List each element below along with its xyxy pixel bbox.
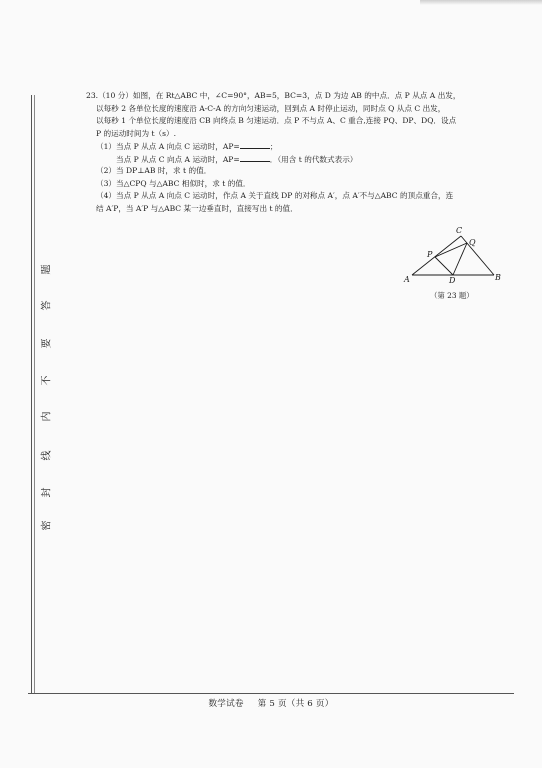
question-23 xyxy=(86,90,506,215)
label-a: A xyxy=(404,275,410,284)
seal-char: 密 xyxy=(41,520,53,531)
sub-question-1a xyxy=(86,140,506,153)
binding-line xyxy=(31,95,32,693)
side-cb xyxy=(461,236,494,275)
label-p: P xyxy=(427,250,433,259)
footer-subject: 数学试卷 xyxy=(208,699,244,709)
sub-question-3: （3）当△CPQ 与△ABC 相似时，求 t 的值． xyxy=(96,178,251,188)
figure-caption: （第 23 题） xyxy=(430,291,474,300)
bottom-rule xyxy=(28,693,514,694)
problem-line: 以每秒 1 个单位长度的速度沿 CB 向终点 B 匀速运动．点 P 不与点 A、C 重合,连接 PQ、DP、DQ．设点 xyxy=(96,116,457,125)
sub1b-text: 当点 P 从点 C 向点 A 运动时，AP= xyxy=(116,154,240,164)
sub-question-2: （2）当 DP⊥AB 时，求 t 的值． xyxy=(96,166,212,175)
label-c: C xyxy=(456,226,463,235)
triangle-figure xyxy=(398,224,506,284)
sub-question-1b xyxy=(86,153,506,166)
answer-blank[interactable] xyxy=(240,140,270,149)
seal-char: 要 xyxy=(41,338,53,349)
seal-char: 不 xyxy=(41,375,53,386)
footer-page-number: 第 5 页（共 6 页） xyxy=(257,699,334,709)
side-ac xyxy=(412,236,461,275)
problem-line: P 的运动时间为 t（s）. xyxy=(96,128,177,138)
page-footer xyxy=(0,697,542,709)
sub-question-4: （4）当点 P 从点 A 向点 C 运动时，作点 A 关于直线 DP 的对称点 A′，点 A′不与△ABC 的顶点重合，连 xyxy=(96,191,454,200)
label-d: D xyxy=(449,276,456,284)
binding-line-inner xyxy=(34,95,35,693)
seal-char: 封 xyxy=(41,487,53,498)
sub1a-end: ； xyxy=(269,142,278,151)
sub1b-end: ．（用含 t 的代数式表示） xyxy=(269,154,358,164)
seal-char: 线 xyxy=(41,450,53,461)
seal-char: 题 xyxy=(41,264,53,275)
label-q: Q xyxy=(469,238,476,247)
scan-shadow xyxy=(420,0,542,5)
problem-line: 23.（10 分）如图，在 Rt△ABC 中，∠C=90°，AB=5，BC=3，点 D 为边 AB 的中点．点 P 从点 A 出发， xyxy=(86,91,461,100)
label-b: B xyxy=(495,273,501,282)
seal-char: 内 xyxy=(41,411,53,422)
problem-line: 以每秒 2 各单位长度的速度沿 A-C-A 的方向匀速运动，回到点 A 时停止运动，同时点 Q 从点 C 出发， xyxy=(96,103,446,113)
sub-question-4-cont: 结 A′P，当 A′P 与△ABC 某一边垂直时，直接写出 t 的值． xyxy=(96,203,298,213)
sub1a-text: （1）当点 P 从点 A 向点 C 运动时，AP= xyxy=(96,142,240,151)
answer-blank[interactable] xyxy=(240,153,270,162)
segment-dp xyxy=(435,257,453,275)
seal-char: 答 xyxy=(41,300,53,311)
